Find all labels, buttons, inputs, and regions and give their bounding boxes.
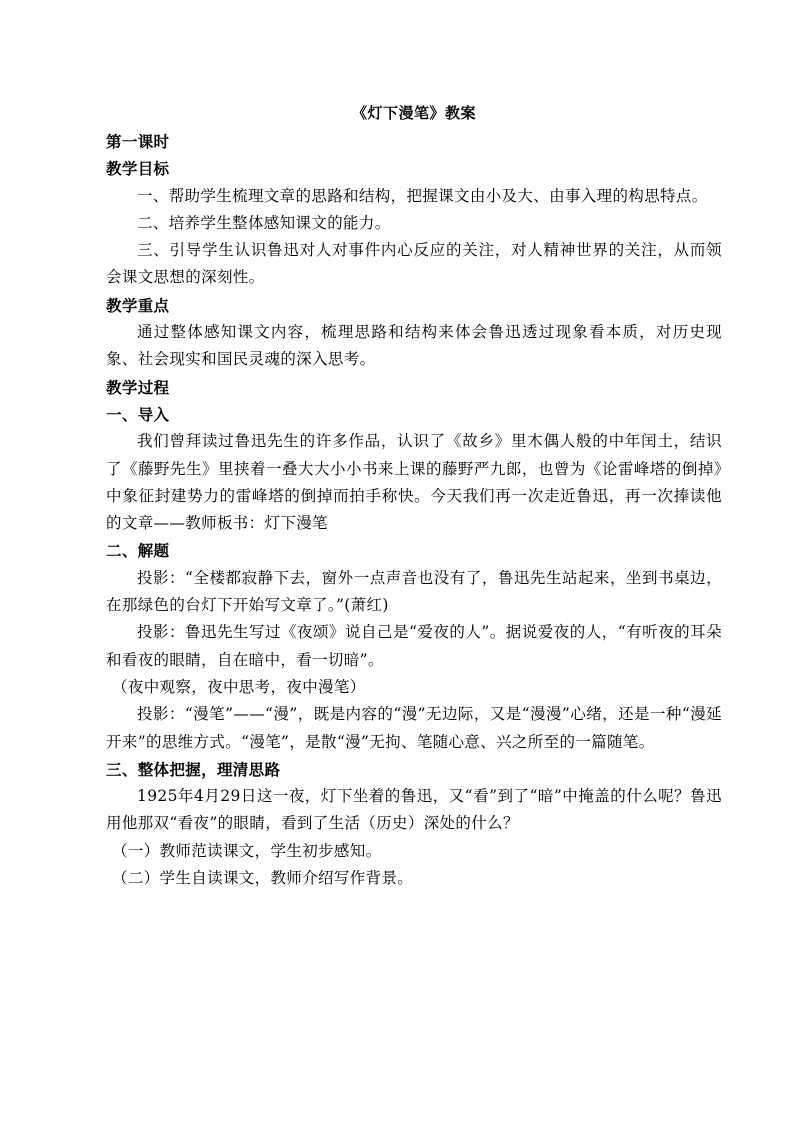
- section-heading-intro: 一、导入: [106, 404, 170, 424]
- section-heading-title-explain: 二、解题: [106, 541, 170, 561]
- section-title-explain-paragraph: 投影：“漫笔”——“漫”，既是内容的“漫”无边际，又是“漫漫”心绪，还是一种“漫延开来”的思维方式。“漫笔”，是散“漫”无拘、笔随心意、兴之所至的一篇随笔。: [106, 705, 722, 751]
- objective-item: 三、引导学生认识鲁迅对人对事件内心反应的关注，对人精神世界的关注，从而领会课文思想的深刻性。: [106, 241, 722, 287]
- objectives-heading: 教学目标: [106, 159, 170, 179]
- objective-item: 一、帮助学生梳理文章的思路和结构，把握课文由小及大、由事入理的构思特点。: [137, 186, 708, 205]
- section-overview-paragraph: 1925年4月29日这一夜，灯下坐着的鲁迅，又“看”到了“暗”中掩盖的什么呢？鲁迅用他那双“看夜”的眼睛，看到了生活（历史）深处的什么？: [106, 787, 722, 833]
- section-overview-paragraph: （一）教师范读课文，学生初步感知。: [112, 841, 382, 860]
- focus-heading: 教学重点: [106, 295, 170, 315]
- section-heading-overview: 三、整体把握，理清思路: [106, 759, 281, 779]
- objective-item: 二、培养学生整体感知课文的能力。: [137, 213, 391, 232]
- document-title: 《灯下漫笔》教案: [351, 104, 476, 122]
- section-title-explain-paragraph: 投影：鲁迅先生写过《夜颂》说自己是“爱夜的人”。据说爱夜的人，“有听夜的耳朵和看夜的眼睛，自在暗中，看一切暗”。: [106, 623, 722, 669]
- focus-text: 通过整体感知课文内容，梳理思路和结构来体会鲁迅透过现象看本质，对历史现象、社会现实和国民灵魂的深入思考。: [106, 323, 722, 369]
- document-page: [106, 100, 722, 892]
- section-overview-paragraph: （二）学生自读课文，教师介绍写作背景。: [112, 869, 414, 888]
- section-intro-text: 我们曾拜读过鲁迅先生的许多作品，认识了《故乡》里木偶人般的中年闰土，结识了《藤野先生》里挟着一叠大大小小书来上课的藤野严九郎，也曾为《论雷峰塔的倒掉》中象征封建势力的雷峰塔的倒掉而拍手称快。今天我们再一次走近鲁迅，再一次捧读他的文章——教师板书：灯下漫笔: [106, 432, 722, 533]
- section-title-explain-paragraph: 投影：“全楼都寂静下去，窗外一点声音也没有了，鲁迅先生站起来，坐到书桌边，在那绿色的台灯下开始写文章了。”(萧红): [106, 568, 722, 615]
- lesson-heading: 第一课时: [106, 132, 170, 151]
- section-title-explain-paragraph: （夜中观察，夜中思考，夜中漫笔）: [112, 677, 366, 696]
- process-heading: 教学过程: [106, 377, 170, 397]
